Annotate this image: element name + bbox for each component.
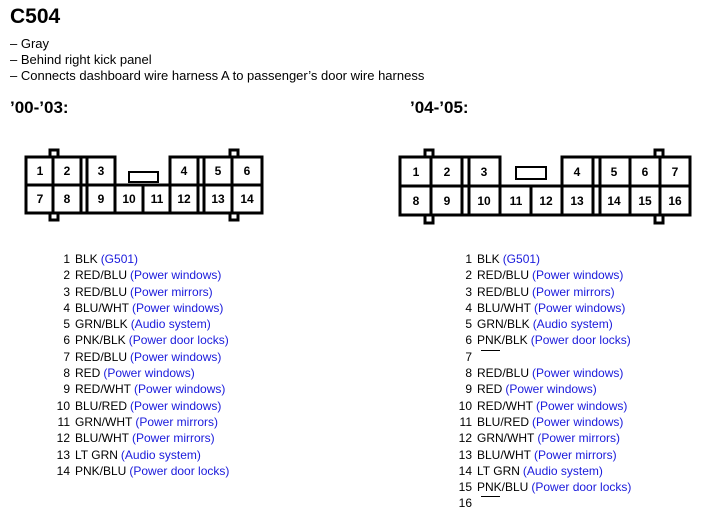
pin-number: 11 — [57, 414, 70, 429]
circuit-name: (Power door locks) — [128, 333, 229, 348]
pin-number: 3 — [465, 284, 472, 299]
wire-color: RED — [477, 382, 503, 397]
pin-row — [446, 267, 631, 283]
cavity-label-3: 3 — [97, 164, 105, 178]
circuit-name: (Power windows) — [130, 398, 222, 413]
pin-row — [446, 284, 631, 300]
pin-number: 9 — [63, 382, 70, 397]
pin-row — [446, 332, 631, 348]
circuit-name: (Power mirrors) — [532, 284, 615, 299]
pin-number: 16 — [458, 496, 472, 511]
pin-row — [44, 398, 229, 414]
wire-color: LT GRN — [75, 447, 118, 462]
cavity-label-9: 9 — [443, 194, 451, 208]
pin-row — [44, 414, 229, 430]
pin-row — [446, 300, 631, 316]
cavity-label-16: 16 — [668, 194, 682, 208]
wire-color: RED/WHT — [75, 382, 131, 397]
pin-number: 2 — [63, 268, 70, 283]
wire-color: PNK/BLK — [75, 333, 126, 348]
description-line: – Connects dashboard wire harness A to passenger’s door wire harness — [10, 68, 425, 83]
wire-color: PNK/BLU — [75, 463, 127, 478]
pin-number: 10 — [458, 398, 472, 413]
wire-color: RED/BLU — [477, 284, 530, 299]
wire-color: RED/BLU — [477, 268, 530, 283]
pin-row — [446, 430, 631, 446]
circuit-name: (G501) — [100, 252, 139, 266]
cavity-label-10: 10 — [477, 194, 491, 208]
wire-color: BLU/RED — [75, 398, 128, 413]
cavity-label-8: 8 — [63, 192, 71, 206]
circuit-name: (Audio system) — [532, 317, 613, 332]
wire-color: RED/WHT — [477, 398, 533, 413]
pin-number: 5 — [465, 317, 472, 332]
connector-face-04-05 — [400, 150, 690, 223]
pin-number: 8 — [63, 366, 70, 381]
circuit-name: (Power windows) — [536, 398, 628, 413]
pin-row — [44, 300, 229, 316]
pin-row — [44, 447, 229, 463]
cavity-label-14: 14 — [607, 194, 621, 208]
pin-row — [44, 349, 229, 365]
wire-color: GRN/WHT — [75, 414, 133, 429]
pin-number: 12 — [56, 431, 70, 446]
wire-color: GRN/BLK — [75, 317, 128, 332]
cavity-label-2: 2 — [443, 165, 451, 179]
cavity-label-11: 11 — [150, 192, 164, 206]
circuit-name: (Power windows) — [134, 382, 226, 397]
pin-row — [446, 398, 631, 414]
pin-number: 2 — [465, 268, 472, 283]
pin-row — [446, 414, 631, 430]
cavity-label-1: 1 — [412, 165, 420, 179]
circuit-name: (Power windows) — [130, 349, 222, 364]
cavity-label-8: 8 — [412, 194, 420, 208]
cavity-label-12: 12 — [177, 192, 191, 206]
circuit-name: (Power mirrors) — [130, 284, 213, 299]
pin-number: 13 — [56, 447, 70, 462]
pin-row — [446, 447, 631, 463]
pin-number: 14 — [56, 463, 70, 478]
pin-row — [44, 463, 229, 479]
circuit-name: (Power windows) — [532, 366, 624, 381]
pin-number: 7 — [465, 349, 472, 364]
pin-row — [446, 381, 631, 397]
cavity-label-12: 12 — [539, 194, 553, 208]
pin-row — [44, 284, 229, 300]
wire-color: BLK — [477, 252, 500, 266]
pin-row — [44, 332, 229, 348]
wire-color: BLK — [75, 252, 98, 266]
pin-number: 14 — [458, 463, 472, 478]
section-title-04-05: ’04-’05: — [410, 98, 469, 117]
pin-number: 9 — [465, 382, 472, 397]
pin-number: 15 — [458, 480, 472, 495]
circuit-name: (Power mirrors) — [135, 414, 218, 429]
pin-row — [44, 251, 229, 267]
wire-color: BLU/WHT — [477, 447, 531, 462]
wire-color: RED/BLU — [75, 268, 128, 283]
pin-number: 5 — [63, 317, 70, 332]
pin-list-04-05 — [446, 251, 631, 512]
pin-row — [446, 316, 631, 332]
cavity-label-15: 15 — [638, 194, 652, 208]
pin-number: 4 — [465, 300, 472, 315]
pin-number: 13 — [458, 447, 472, 462]
wire-color: RED — [75, 366, 101, 381]
connector-title: C504 — [10, 5, 61, 28]
unused-pin-dash — [481, 350, 500, 365]
pin-row — [44, 267, 229, 283]
pin-row — [446, 349, 631, 365]
wire-color: GRN/BLK — [477, 317, 530, 332]
circuit-name: (Power windows) — [130, 268, 222, 283]
circuit-name: (Power mirrors) — [537, 431, 620, 446]
wire-color: PNK/BLK — [477, 333, 528, 348]
cavity-label-3: 3 — [480, 165, 488, 179]
pin-number: 8 — [465, 366, 472, 381]
pin-number: 12 — [458, 431, 472, 446]
circuit-name: (Audio system) — [522, 463, 603, 478]
pin-number: 3 — [63, 284, 70, 299]
cavity-label-13: 13 — [570, 194, 584, 208]
circuit-name: (Power windows) — [505, 382, 597, 397]
pin-number: 10 — [56, 398, 70, 413]
pin-row — [446, 463, 631, 479]
description-line: – Behind right kick panel — [10, 52, 152, 67]
pin-number: 4 — [63, 300, 70, 315]
pin-number: 11 — [459, 414, 472, 429]
cavity-label-2: 2 — [63, 164, 71, 178]
unused-pin-dash — [481, 496, 500, 511]
polarization-key — [129, 172, 158, 182]
pin-number: 7 — [63, 349, 70, 364]
pin-row — [44, 365, 229, 381]
pin-list-00-03 — [44, 251, 229, 479]
pin-number: 1 — [63, 252, 70, 266]
cavity-label-13: 13 — [211, 192, 225, 206]
wire-color: BLU/WHT — [477, 300, 531, 315]
circuit-name: (Power windows) — [132, 300, 224, 315]
circuit-name: (Power door locks) — [531, 480, 632, 495]
pin-row — [446, 251, 631, 267]
cavity-label-4: 4 — [180, 164, 188, 178]
pin-row — [446, 365, 631, 381]
cavity-label-6: 6 — [243, 164, 251, 178]
cavity-label-5: 5 — [610, 165, 618, 179]
wire-color: PNK/BLU — [477, 480, 529, 495]
circuit-name: (Power windows) — [532, 414, 624, 429]
pin-number: 6 — [63, 333, 70, 348]
cavity-label-7: 7 — [671, 165, 679, 179]
cavity-label-10: 10 — [122, 192, 136, 206]
circuit-name: (Power windows) — [534, 300, 626, 315]
cavity-label-11: 11 — [509, 194, 523, 208]
pin-row — [446, 495, 631, 511]
cavity-label-14: 14 — [240, 192, 254, 206]
circuit-name: (Power mirrors) — [534, 447, 617, 462]
wire-color: RED/BLU — [75, 349, 128, 364]
wire-color: BLU/RED — [477, 414, 530, 429]
wire-color: BLU/WHT — [75, 431, 129, 446]
wire-color: GRN/WHT — [477, 431, 535, 446]
circuit-name: (Audio system) — [130, 317, 211, 332]
cavity-label-6: 6 — [641, 165, 649, 179]
wire-color: RED/BLU — [477, 366, 530, 381]
pin-row — [446, 479, 631, 495]
circuit-name: (Power mirrors) — [132, 431, 215, 446]
pin-row — [44, 430, 229, 446]
wire-color: BLU/WHT — [75, 300, 129, 315]
circuit-name: (Power door locks) — [129, 463, 230, 478]
wire-color: RED/BLU — [75, 284, 128, 299]
pin-number: 1 — [465, 252, 472, 266]
cavity-label-7: 7 — [36, 192, 44, 206]
cavity-label-4: 4 — [573, 165, 581, 179]
section-title-00-03: ’00-’03: — [10, 98, 69, 117]
connector-face-00-03 — [26, 150, 262, 220]
wire-color: LT GRN — [477, 463, 520, 478]
circuit-name: (Power windows) — [103, 366, 195, 381]
circuit-name: (Audio system) — [120, 447, 201, 462]
polarization-key — [516, 167, 546, 179]
description-line: – Gray — [10, 36, 50, 51]
cavity-label-1: 1 — [36, 164, 44, 178]
circuit-name: (Power door locks) — [530, 333, 631, 348]
pin-number: 6 — [465, 333, 472, 348]
cavity-label-5: 5 — [214, 164, 222, 178]
pin-row — [44, 381, 229, 397]
circuit-name: (Power windows) — [532, 268, 624, 283]
circuit-name: (G501) — [502, 252, 541, 266]
cavity-label-9: 9 — [97, 192, 105, 206]
pin-row — [44, 316, 229, 332]
